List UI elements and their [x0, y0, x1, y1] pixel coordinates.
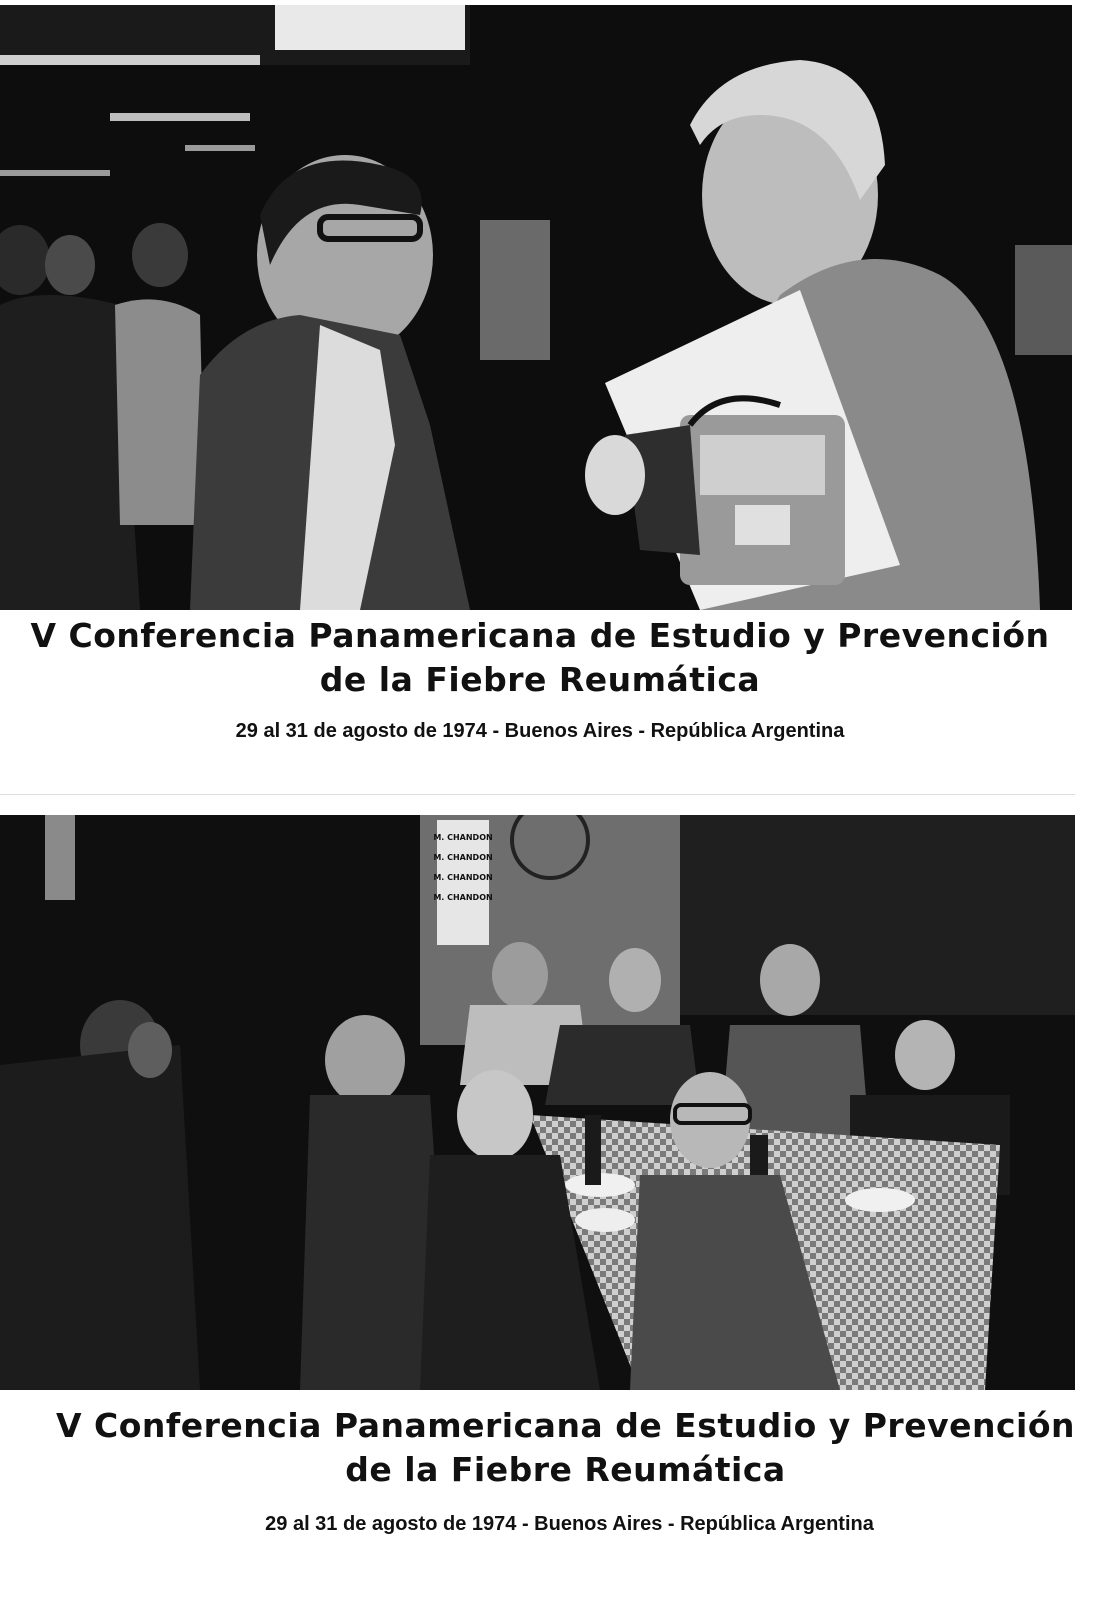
- postcard-top: [0, 0, 1080, 810]
- photo-conversation: [0, 5, 1072, 610]
- title-line-1: V Conferencia Panamericana de Estudio y Prevención: [56, 1406, 1075, 1445]
- sign-text-2: M. CHANDON: [433, 853, 493, 862]
- sign-text-3: M. CHANDON: [433, 873, 493, 882]
- photo-dinner: [0, 815, 1075, 1390]
- conference-title: [18, 1404, 1095, 1492]
- title-line-2: de la Fiebre Reumática: [319, 660, 761, 699]
- conference-date-location: 29 al 31 de agosto de 1974 - Buenos Aires - República Argentina: [265, 1513, 874, 1535]
- card-divider: [0, 794, 1075, 795]
- sign-text-1: M. CHANDON: [433, 833, 493, 842]
- postcard-bottom: [0, 810, 1095, 1600]
- conference-date-location: 29 al 31 de agosto de 1974 - Buenos Aires - República Argentina: [235, 720, 845, 742]
- sign-text-4: M. CHANDON: [433, 893, 493, 902]
- title-line-1: V Conferencia Panamericana de Estudio y Prevención: [30, 616, 1050, 655]
- conference-title: [0, 614, 1080, 702]
- photo-dinner-illustration: [0, 815, 1075, 1390]
- photo-conversation-illustration: [0, 5, 1072, 610]
- title-line-2: de la Fiebre Reumática: [345, 1450, 786, 1489]
